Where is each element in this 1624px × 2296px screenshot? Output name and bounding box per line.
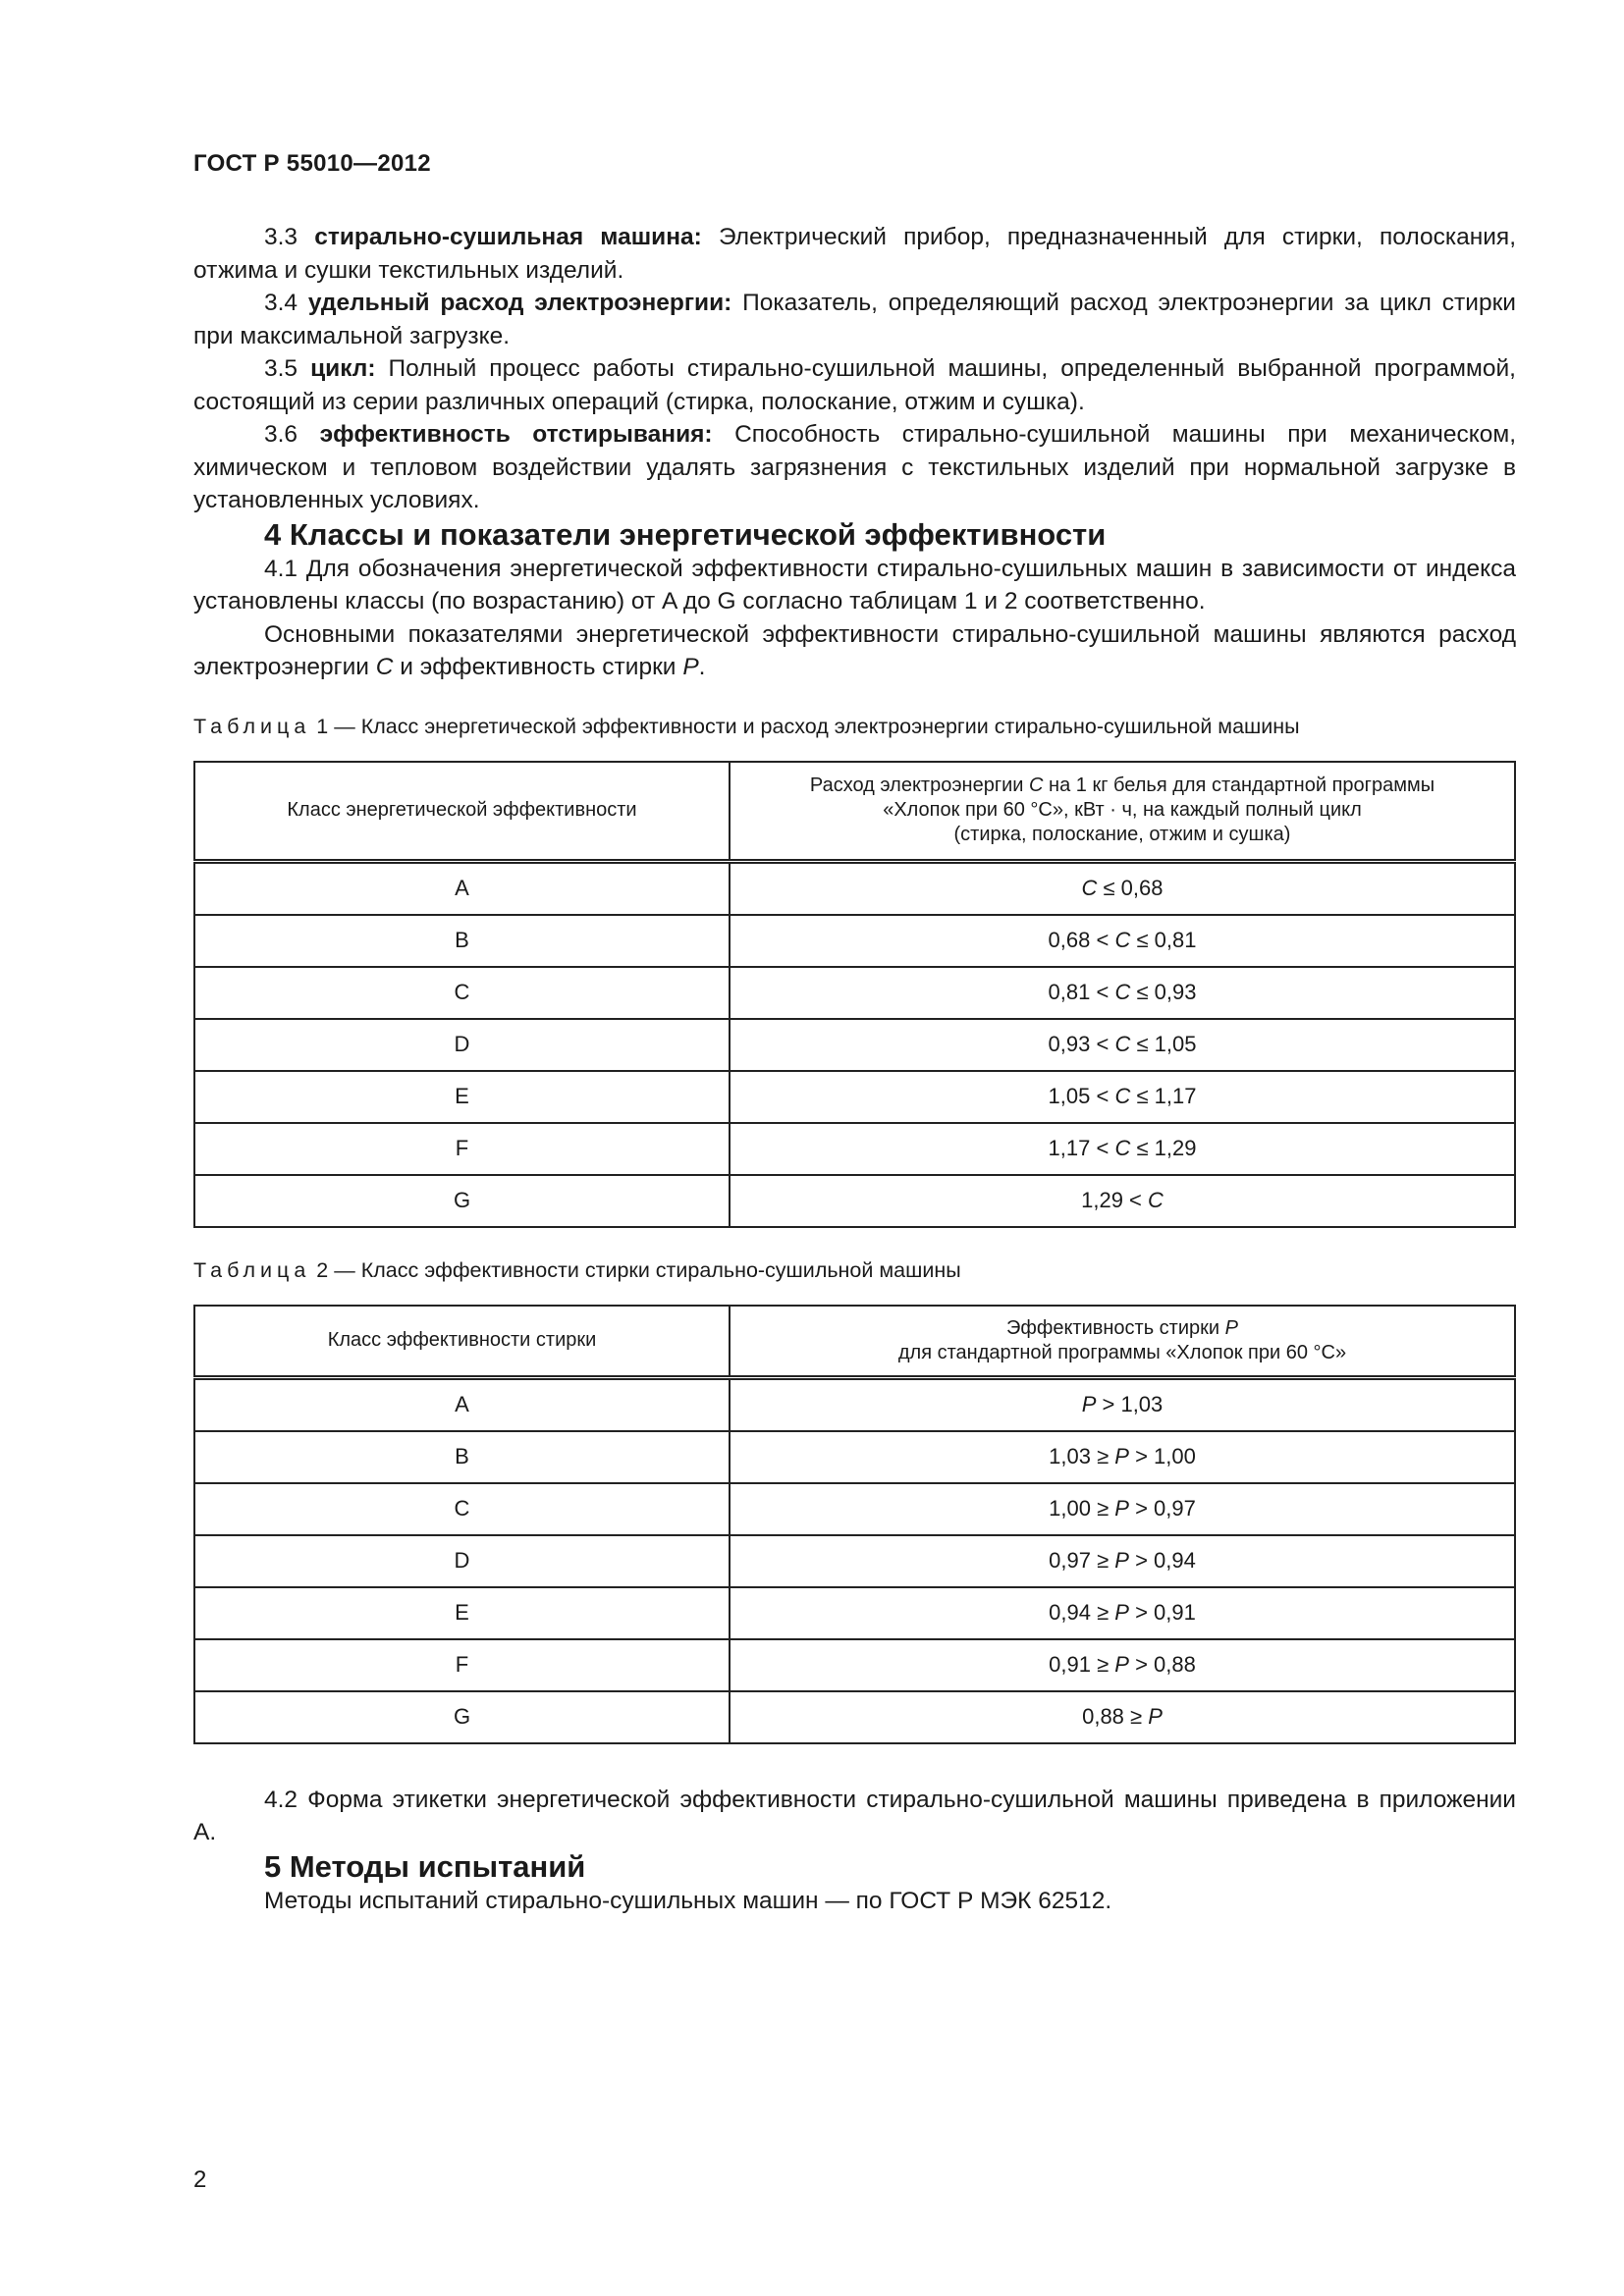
class-cell: C	[194, 1483, 730, 1535]
class-cell: D	[194, 1019, 730, 1071]
definition-item	[193, 352, 1516, 418]
paragraph-4-1: 4.1 Для обозначения энергетической эффективности стирально-сушильных машин в зависимости от индекса установлены классы (по возрастанию) от A до G согласно таблицам 1 и 2 соответственно.	[193, 555, 1516, 614]
column-header	[730, 762, 1515, 862]
class-cell: G	[194, 1691, 730, 1743]
definition-term: удельный расход электроэнергии:	[307, 290, 732, 316]
value-cell	[730, 1071, 1515, 1123]
header-text: (стирка, полоскание, отжим и сушка)	[953, 824, 1291, 845]
variable-p: P	[1148, 1704, 1163, 1729]
value-text: 0,93 <	[1048, 1032, 1115, 1056]
variable-c: C	[1114, 1136, 1131, 1160]
variable-p: P	[1114, 1548, 1129, 1573]
value-cell	[730, 1691, 1515, 1743]
header-text: на 1 кг белья для стандартной программы	[1043, 774, 1435, 796]
column-header	[730, 1306, 1515, 1378]
value-text: ≤ 0,93	[1130, 980, 1197, 1004]
definition-text: Способность стирально-сушильной машины при механическом, химическом и тепловом воздействии удалять загрязнения с текстильных изделий при нормальной загрузке в установленных условиях.	[193, 421, 1517, 513]
variable-c: C	[1114, 928, 1131, 952]
definition-term: цикл:	[310, 355, 376, 382]
table-row	[194, 1587, 1515, 1639]
definition-number: 3.6	[264, 421, 298, 448]
paragraph-main-indicators	[193, 618, 1516, 684]
value-text: > 0,97	[1128, 1496, 1196, 1521]
variable-p: P	[1224, 1316, 1238, 1339]
table-row	[194, 1431, 1515, 1483]
variable-c: C	[1114, 1084, 1131, 1108]
table-row	[194, 915, 1515, 967]
definition-term: стирально-сушильная машина:	[314, 224, 702, 250]
table-caption-label: Таблица	[193, 1257, 311, 1282]
variable-c: C	[1148, 1188, 1164, 1212]
table-2-caption	[193, 1258, 1516, 1283]
table-header-row	[194, 762, 1515, 862]
class-cell: G	[194, 1175, 730, 1227]
table-caption-text: 2 — Класс эффективности стирки стирально-сушильной машины	[316, 1257, 961, 1282]
variable-c: C	[1029, 774, 1044, 796]
value-text: 1,29 <	[1081, 1188, 1148, 1212]
table-row	[194, 1175, 1515, 1227]
class-cell: F	[194, 1639, 730, 1691]
definition-number: 3.5	[264, 355, 298, 382]
paragraph-4-2: 4.2 Форма этикетки энергетической эффективности стирально-сушильной машины приведена в приложении А.	[193, 1786, 1516, 1845]
section-4-heading: 4 Классы и показатели энергетической эффективности	[264, 516, 1107, 552]
table-1	[193, 761, 1516, 1228]
value-cell	[730, 1483, 1515, 1535]
value-text: 0,88 ≥	[1082, 1704, 1149, 1729]
definition-item	[193, 221, 1516, 287]
value-cell	[730, 1123, 1515, 1175]
header-text: «Хлопок при 60 °C», кВт · ч, на каждый полный цикл	[883, 799, 1362, 821]
class-cell: E	[194, 1587, 730, 1639]
value-cell	[730, 1587, 1515, 1639]
value-text: > 0,91	[1128, 1600, 1196, 1625]
value-text: 0,68 <	[1048, 928, 1115, 952]
variable-p: P	[1114, 1652, 1129, 1677]
value-text: 0,94 ≥	[1049, 1600, 1115, 1625]
variable-p: P	[1081, 1392, 1097, 1416]
section-5-heading: 5 Методы испытаний	[264, 1848, 586, 1884]
table-row	[194, 1071, 1515, 1123]
table-row	[194, 967, 1515, 1019]
value-text: > 1,00	[1128, 1444, 1196, 1468]
table-row	[194, 1639, 1515, 1691]
value-cell	[730, 1535, 1515, 1587]
value-text: ≤ 0,81	[1130, 928, 1197, 952]
table-2	[193, 1305, 1516, 1744]
document-code-header: ГОСТ Р 55010—2012	[193, 150, 431, 177]
paragraph-text: и эффективность стирки	[393, 654, 683, 680]
header-text: Расход электроэнергии	[809, 774, 1030, 796]
value-cell	[730, 1377, 1515, 1431]
value-text: ≤ 1,17	[1130, 1084, 1197, 1108]
header-text: для стандартной программы «Хлопок при 60 °C»	[897, 1341, 1347, 1363]
variable-c: C	[1114, 980, 1131, 1004]
class-cell: B	[194, 1431, 730, 1483]
header-text: Эффективность стирки	[1006, 1316, 1225, 1339]
class-cell: A	[194, 1377, 730, 1431]
table-row	[194, 1377, 1515, 1431]
value-cell	[730, 1019, 1515, 1071]
table-row	[194, 1123, 1515, 1175]
column-header: Класс эффективности стирки	[194, 1306, 730, 1378]
variable-p: P	[1114, 1496, 1129, 1521]
class-cell: F	[194, 1123, 730, 1175]
class-cell: A	[194, 861, 730, 915]
definition-text: Показатель, определяющий расход электроэнергии за цикл стирки при максимальной загрузке.	[193, 290, 1516, 349]
value-cell	[730, 1175, 1515, 1227]
variable-c: C	[375, 654, 394, 680]
definition-number: 3.4	[264, 290, 298, 316]
value-text: ≤ 0,68	[1097, 876, 1164, 900]
definition-number: 3.3	[264, 224, 298, 250]
value-text: 0,97 ≥	[1049, 1548, 1115, 1573]
value-text: ≤ 1,05	[1130, 1032, 1197, 1056]
class-cell: C	[194, 967, 730, 1019]
value-text: > 1,03	[1096, 1392, 1164, 1416]
page-number: 2	[193, 2166, 207, 2193]
value-cell	[730, 1431, 1515, 1483]
value-text: > 0,88	[1128, 1652, 1196, 1677]
value-text: 1,05 <	[1048, 1084, 1115, 1108]
value-text: 1,00 ≥	[1049, 1496, 1115, 1521]
definition-text: Электрический прибор, предназначенный для стирки, полоскания, отжима и сушки текстильных изделий.	[193, 224, 1517, 284]
value-text: 0,81 <	[1048, 980, 1115, 1004]
definition-term: эффективность отстирывания:	[319, 421, 713, 448]
table-row	[194, 861, 1515, 915]
table-caption-text: 1 — Класс энергетической эффективности и расход электроэнергии стирально-сушильной машины	[316, 714, 1300, 738]
table-1-caption	[193, 715, 1516, 739]
page-content	[193, 221, 1516, 1917]
definitions-list	[193, 221, 1516, 517]
table-row	[194, 1691, 1515, 1743]
table-row	[194, 1483, 1515, 1535]
class-cell: E	[194, 1071, 730, 1123]
definition-text: Полный процесс работы стирально-сушильной машины, определенный выбранной программой, состоящий из серии различных операций (стирка, полоскание, отжим и сушка).	[193, 355, 1516, 415]
table-header-row	[194, 1306, 1515, 1378]
value-text: 0,91 ≥	[1049, 1652, 1115, 1677]
variable-c: C	[1114, 1032, 1131, 1056]
table-row	[194, 1019, 1515, 1071]
class-cell: B	[194, 915, 730, 967]
value-text: 1,17 <	[1048, 1136, 1115, 1160]
definition-item	[193, 287, 1516, 352]
paragraph-text: Основными показателями энергетической эффективности стирально-сушильной машины являются расход электроэнергии	[193, 620, 1516, 680]
variable-p: P	[1114, 1444, 1129, 1468]
table-caption-label: Таблица	[193, 714, 311, 738]
value-cell	[730, 861, 1515, 915]
value-text: 1,03 ≥	[1049, 1444, 1115, 1468]
variable-p: P	[682, 654, 699, 680]
variable-c: C	[1081, 876, 1098, 900]
value-cell	[730, 967, 1515, 1019]
paragraph-text: .	[698, 654, 706, 680]
value-text: > 0,94	[1128, 1548, 1196, 1573]
value-text: ≤ 1,29	[1130, 1136, 1197, 1160]
definition-item	[193, 418, 1516, 517]
column-header: Класс энергетической эффективности	[194, 762, 730, 862]
value-cell	[730, 1639, 1515, 1691]
table-row	[194, 1535, 1515, 1587]
class-cell: D	[194, 1535, 730, 1587]
value-cell	[730, 915, 1515, 967]
paragraph-test-methods: Методы испытаний стирально-сушильных машин — по ГОСТ Р МЭК 62512.	[264, 1887, 1112, 1914]
variable-p: P	[1114, 1600, 1129, 1625]
